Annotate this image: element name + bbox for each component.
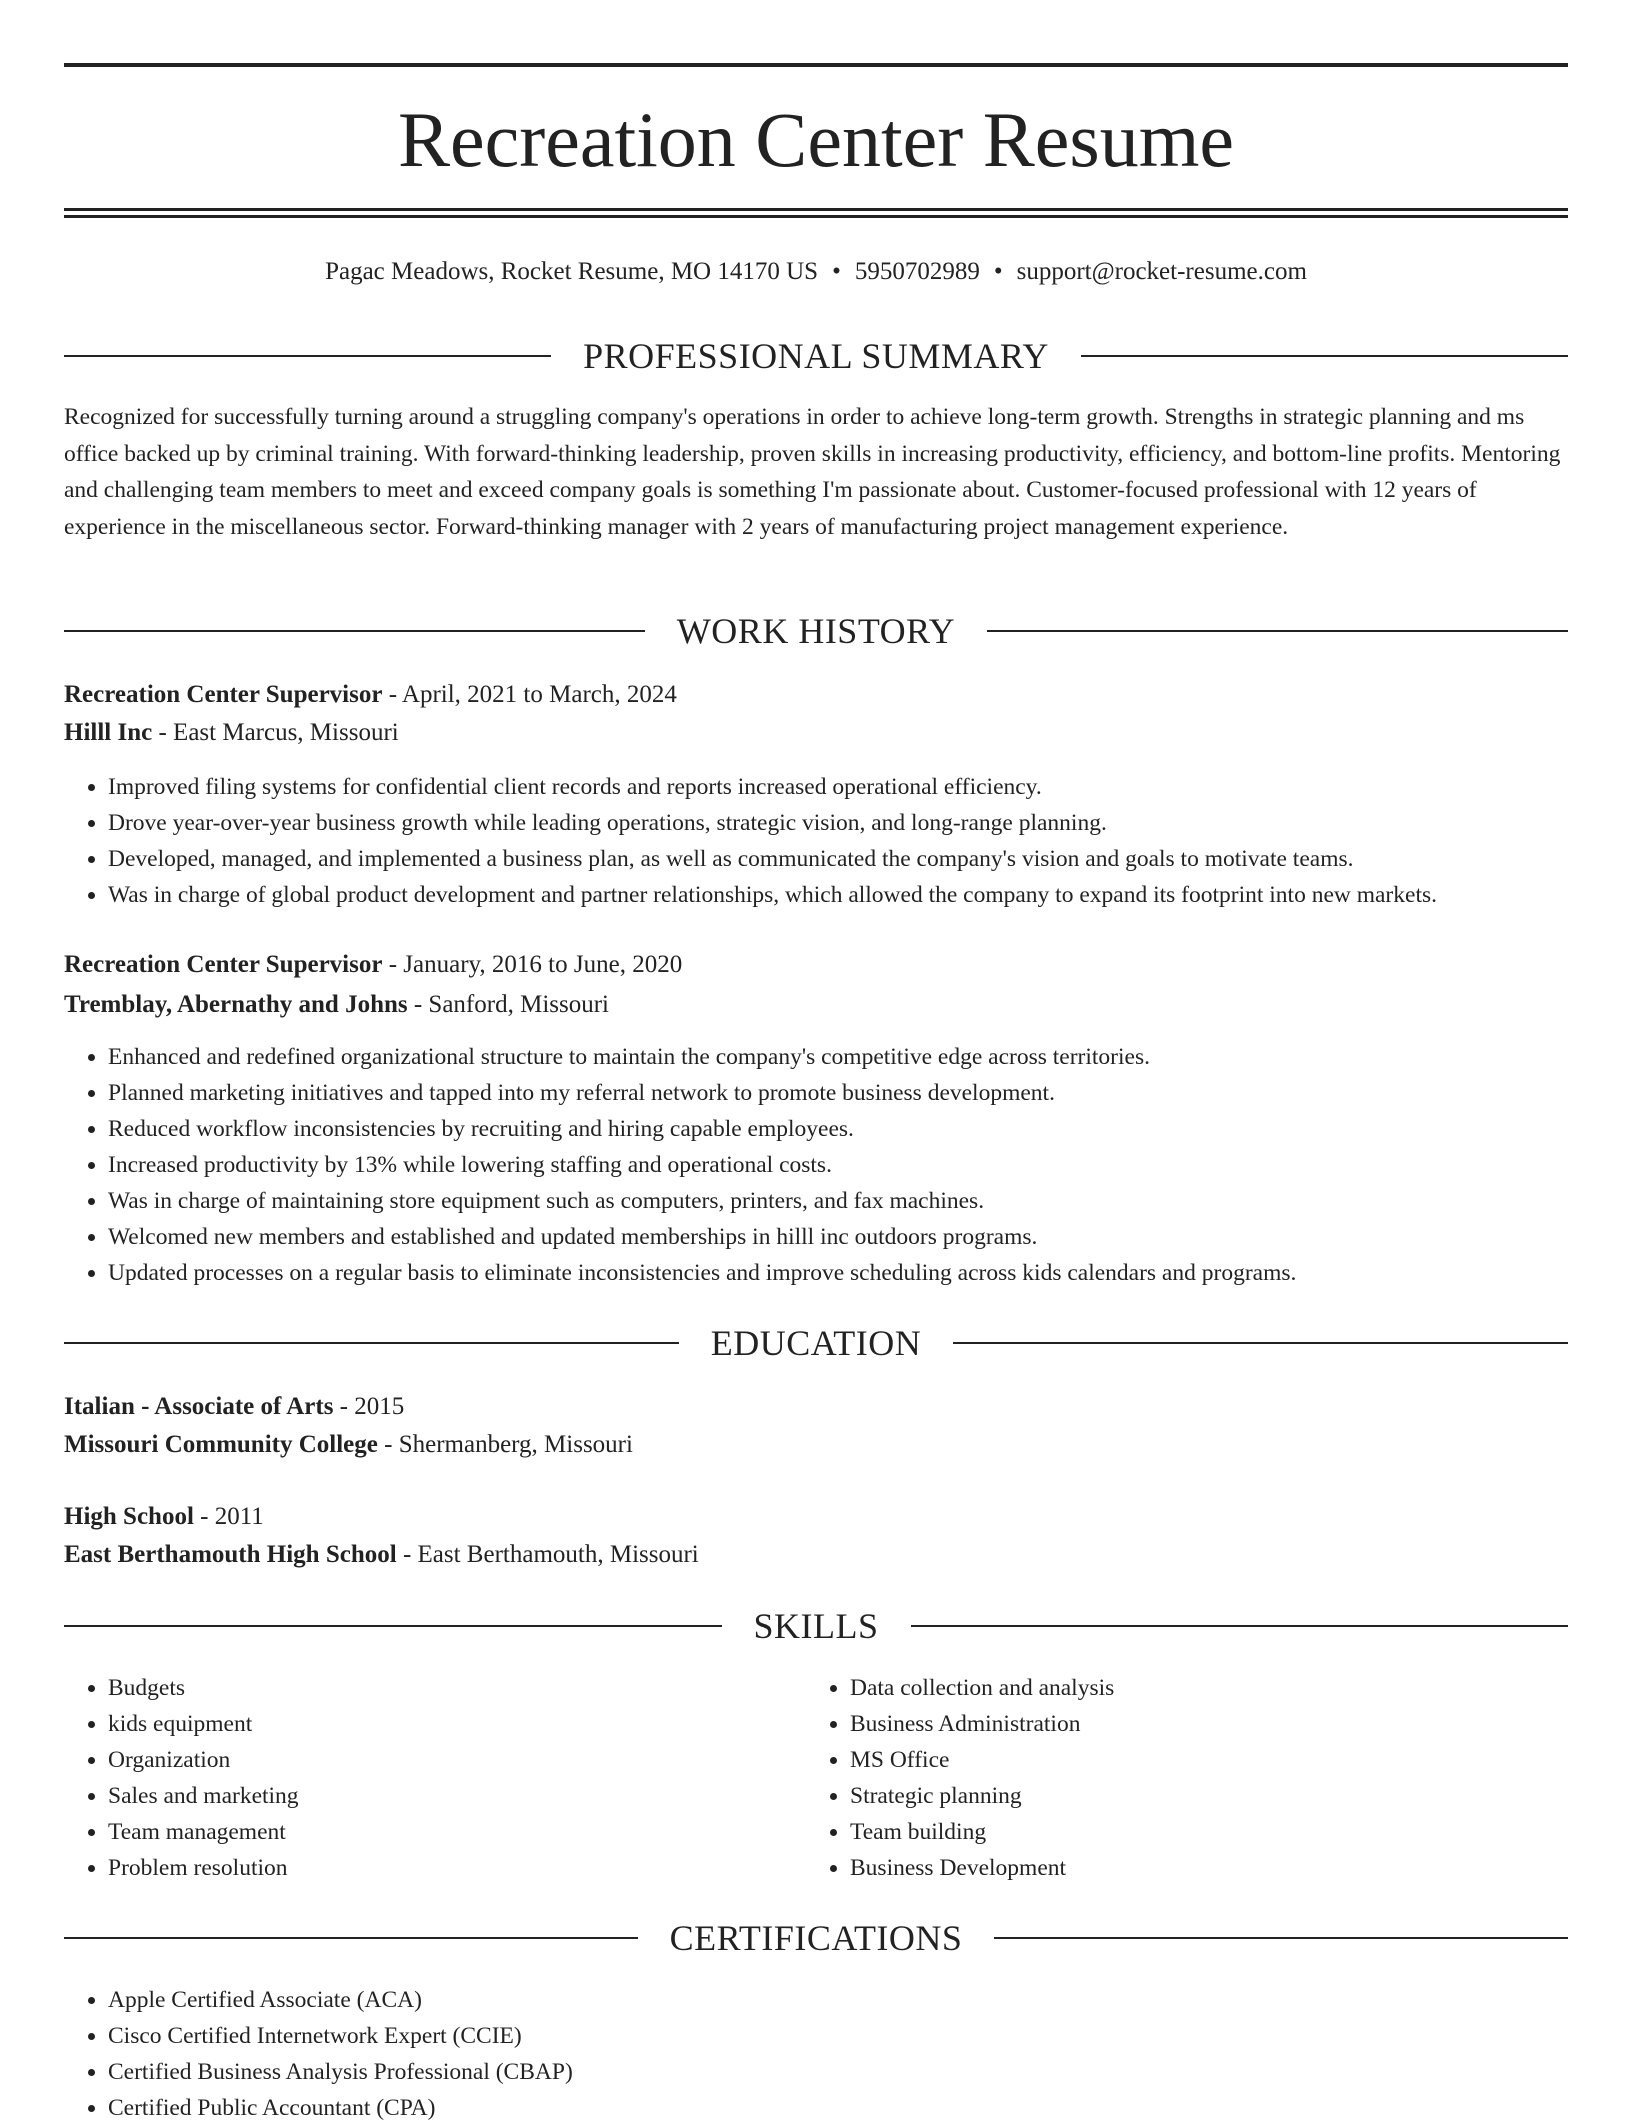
skills-right-column xyxy=(806,1670,1540,1886)
section-title: EDUCATION xyxy=(710,1323,922,1363)
job-dates: - April, 2021 to March, 2024 xyxy=(382,681,677,708)
contact-separator: • xyxy=(993,258,1003,285)
divider xyxy=(64,1937,638,1939)
section-heading-skills xyxy=(64,1604,1568,1648)
section-title: PROFESSIONAL SUMMARY xyxy=(583,336,1049,376)
certification-item: • Apple Certified Associate (ACA) xyxy=(108,1982,1612,2018)
section-heading-certifications xyxy=(64,1916,1568,1960)
skill-item: • Problem resolution xyxy=(108,1850,798,1886)
job-company: Hilll Inc xyxy=(64,719,153,746)
job-location: - Sanford, Missouri xyxy=(407,991,609,1018)
top-rule xyxy=(64,63,1568,67)
divider xyxy=(64,630,645,632)
list-item: • Enhanced and redefined organizational structure to maintain the company's competitive edge across territories. xyxy=(108,1039,1612,1075)
skill-item: • Sales and marketing xyxy=(108,1778,798,1814)
divider xyxy=(994,1937,1568,1939)
education-school-line xyxy=(64,1427,1568,1463)
education-location: - Shermanberg, Missouri xyxy=(377,1431,633,1458)
job-title: Recreation Center Supervisor xyxy=(64,951,383,978)
skills-left-column xyxy=(64,1670,798,1886)
contact-address: Pagac Meadows, Rocket Resume, MO 14170 US xyxy=(325,258,819,285)
divider xyxy=(64,355,551,357)
section-heading-work xyxy=(64,609,1568,653)
skill-item: • MS Office xyxy=(850,1742,1540,1778)
contact-phone[interactable]: 5950702989 xyxy=(854,258,980,285)
skill-item: • Business Administration xyxy=(850,1706,1540,1742)
list-item: • Reduced workflow inconsistencies by recruiting and hiring capable employees. xyxy=(108,1111,1612,1147)
list-item: • Updated processes on a regular basis to eliminate inconsistencies and improve scheduling across kids calendars and programs. xyxy=(108,1255,1612,1291)
job-title-line xyxy=(64,947,1568,983)
job-company: Tremblay, Abernathy and Johns xyxy=(64,991,408,1018)
certification-item: • Certified Business Analysis Professional (CBAP) xyxy=(108,2054,1612,2090)
education-degree: High School xyxy=(64,1503,194,1530)
job-company-line xyxy=(64,987,1568,1023)
skill-item: • Data collection and analysis xyxy=(850,1670,1540,1706)
list-item: • Developed, managed, and implemented a business plan, as well as communicated the company's vision and goals to motivate teams. xyxy=(108,841,1612,877)
list-item: • Was in charge of global product development and partner relationships, which allowed the company to expand its footprint into new markets. xyxy=(108,877,1612,913)
divider xyxy=(987,630,1568,632)
job-company-line xyxy=(64,715,1568,751)
list-item: • Increased productivity by 13% while lowering staffing and operational costs. xyxy=(108,1147,1612,1183)
section-heading-education xyxy=(64,1321,1568,1365)
skill-item: • Strategic planning xyxy=(850,1778,1540,1814)
job-location: - East Marcus, Missouri xyxy=(152,719,399,746)
list-item: • Welcomed new members and established and updated memberships in hilll inc outdoors programs. xyxy=(108,1219,1612,1255)
education-location: - East Berthamouth, Missouri xyxy=(396,1541,699,1568)
divider xyxy=(911,1625,1569,1627)
job-title: Recreation Center Supervisor xyxy=(64,681,383,708)
education-degree-line xyxy=(64,1499,1568,1535)
education-year: - 2011 xyxy=(193,1503,264,1530)
skill-item: • kids equipment xyxy=(108,1706,798,1742)
contact-separator: • xyxy=(832,258,841,285)
certification-item: • Certified Public Accountant (CPA) xyxy=(108,2090,1612,2126)
contact-email[interactable]: support@rocket-resume.com xyxy=(1016,258,1307,285)
section-title: CERTIFICATIONS xyxy=(669,1918,963,1958)
skill-item: • Team management xyxy=(108,1814,798,1850)
certifications-list xyxy=(64,1982,1612,2126)
education-school: East Berthamouth High School xyxy=(64,1541,397,1568)
certification-item: • Cisco Certified Internetwork Expert (CCIE) xyxy=(108,2018,1612,2054)
section-title: WORK HISTORY xyxy=(676,611,956,651)
divider xyxy=(64,1625,722,1627)
title-double-rule xyxy=(64,208,1568,218)
section-title: SKILLS xyxy=(753,1606,879,1646)
education-year: - 2015 xyxy=(333,1393,405,1420)
divider xyxy=(953,1342,1568,1344)
skill-item: • Team building xyxy=(850,1814,1540,1850)
divider xyxy=(1081,355,1568,357)
job-title-line xyxy=(64,677,1568,713)
summary-text: Recognized for successfully turning around a struggling company's operations in order to achieve long-term growth. Strengths in strategic planning and ms office backed up by criminal training. With forward-thinking leadership, proven skills in increasing productivity, efficiency, and bottom-line profits. Mentoring and challenging team members to meet and exceed company goals is something I'm passionate about. Customer-focused professional with 12 years of experience in the miscellaneous sector. Forward-thinking manager with 2 years of manufacturing project management experience. xyxy=(64,404,1561,540)
contact-line xyxy=(0,254,1632,290)
list-item: • Improved filing systems for confidential client records and reports increased operational efficiency. xyxy=(108,769,1612,805)
divider xyxy=(64,1342,679,1344)
skill-item: • Budgets xyxy=(108,1670,798,1706)
resume-title: Recreation Center Resume xyxy=(397,96,1235,183)
section-heading-summary xyxy=(64,334,1568,378)
skill-item: • Business Development xyxy=(850,1850,1540,1886)
education-degree-line xyxy=(64,1389,1568,1425)
skill-item: • Organization xyxy=(108,1742,798,1778)
education-school-line xyxy=(64,1537,1568,1573)
job-dates: - January, 2016 to June, 2020 xyxy=(382,951,683,978)
list-item: • Planned marketing initiatives and tapped into my referral network to promote business development. xyxy=(108,1075,1612,1111)
list-item: • Was in charge of maintaining store equipment such as computers, printers, and fax machines. xyxy=(108,1183,1612,1219)
education-school: Missouri Community College xyxy=(64,1431,378,1458)
education-degree: Italian - Associate of Arts xyxy=(64,1393,334,1420)
job-bullets xyxy=(64,1039,1612,1291)
job-bullets xyxy=(64,769,1612,913)
list-item: • Drove year-over-year business growth while leading operations, strategic vision, and long-range planning. xyxy=(108,805,1612,841)
